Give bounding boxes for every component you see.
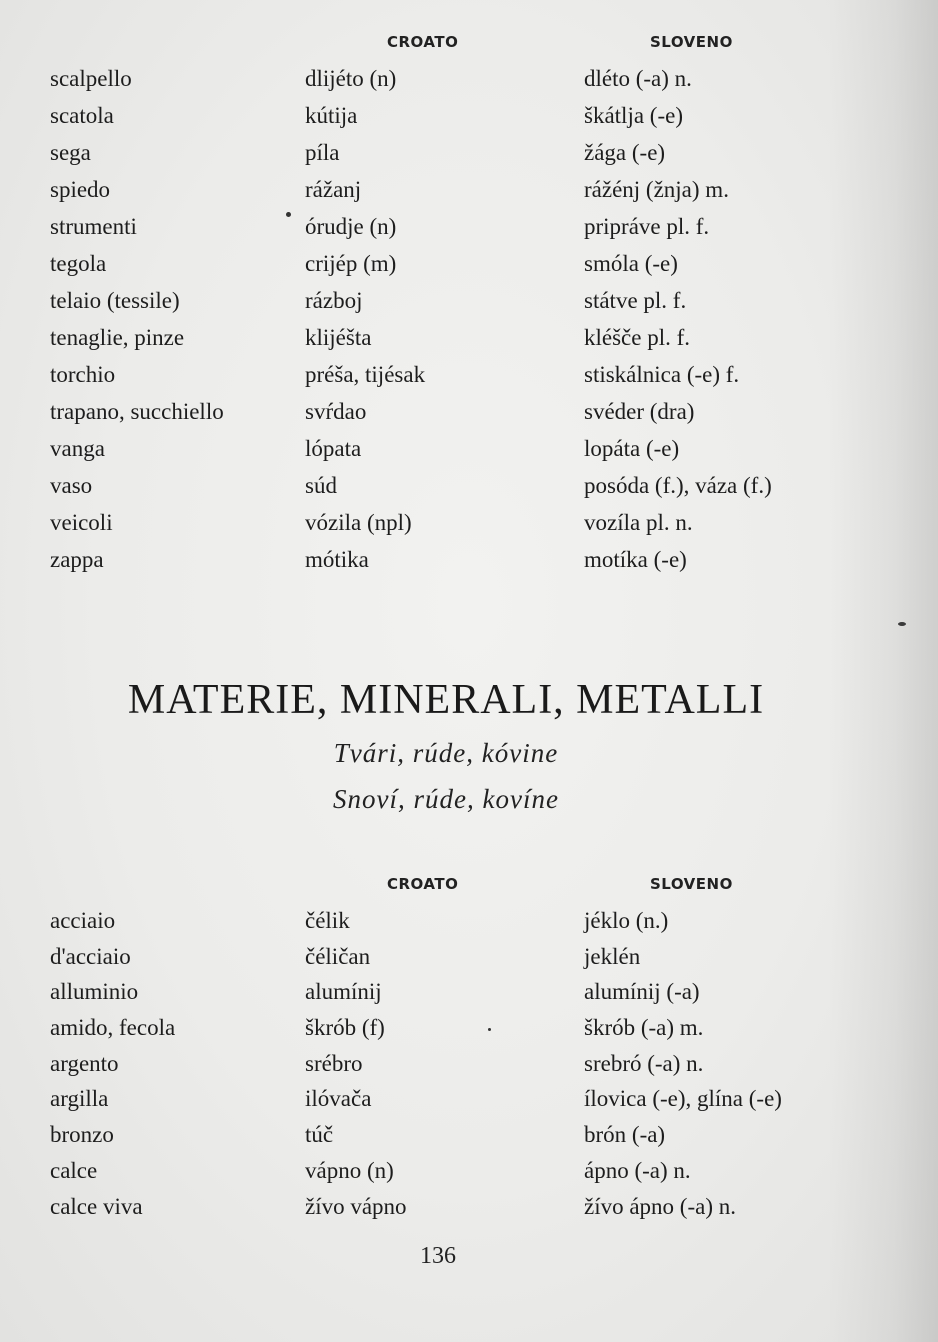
slovene-term: svéder (dra): [584, 399, 695, 424]
croatian-term: órudje (n): [305, 214, 397, 239]
slovene-term: škrób (-a) m.: [584, 1015, 704, 1041]
slovene-term: pripráve pl. f.: [584, 214, 710, 239]
croatian-term: klijéšta: [305, 325, 372, 350]
croatian-term: alumínij: [305, 979, 382, 1005]
croatian-term: ilóvača: [305, 1086, 372, 1112]
slovene-term: vozíla pl. n.: [584, 510, 693, 535]
italian-term: argilla: [50, 1086, 109, 1112]
slovene-term: srebró (-a) n.: [584, 1050, 704, 1076]
italian-term: torchio: [50, 362, 116, 387]
table-row: [0, 903, 938, 939]
italian-term: telaio (tessile): [50, 288, 180, 313]
italian-term: trapano, succhiello: [50, 399, 224, 424]
italian-term: acciaio: [50, 908, 116, 933]
italian-term: vanga: [50, 436, 105, 461]
table-row: [0, 1117, 938, 1153]
section-subtitle-croatian: Tvári, rúde, kóvine: [333, 738, 559, 768]
italian-term: alluminio: [50, 979, 139, 1005]
italian-term: sega: [50, 140, 91, 165]
slovene-term: dléto (-a) n.: [584, 66, 692, 91]
bottom-vocabulary-table: [0, 903, 938, 1224]
table-row: [0, 504, 938, 541]
table-row: [0, 356, 938, 393]
italian-term: veicoli: [50, 510, 113, 535]
italian-term: scalpello: [50, 66, 132, 91]
italian-term: amido, fecola: [50, 1015, 176, 1041]
slovene-term: škátlja (-e): [584, 103, 683, 128]
croatian-term: súd: [305, 473, 337, 498]
table-row: [0, 171, 938, 208]
croatian-term: mótika: [305, 547, 369, 572]
croatian-term: dlijéto (n): [305, 66, 397, 91]
croatian-term: píla: [305, 140, 340, 165]
croatian-term: svŕdao: [305, 399, 367, 424]
slovene-term: státve pl. f.: [584, 288, 687, 313]
table-row: [0, 319, 938, 356]
croatian-term: crijép (m): [305, 251, 397, 276]
croatian-term: vápno (n): [305, 1157, 394, 1183]
top-vocabulary-table: [0, 60, 938, 578]
croatian-term: préša, tijésak: [305, 362, 426, 387]
slovene-term: kléšče pl. f.: [584, 325, 691, 350]
table-row: [0, 208, 938, 245]
table-row: [0, 1153, 938, 1189]
italian-term: scatola: [50, 103, 114, 128]
slovene-term: jéklo (n.): [584, 908, 669, 933]
slovene-term: stiskálnica (-e) f.: [584, 362, 740, 387]
slovene-term: žága (-e): [584, 140, 666, 165]
italian-term: calce: [50, 1157, 98, 1183]
italian-term: bronzo: [50, 1122, 114, 1148]
table-row: [0, 97, 938, 134]
italian-term: d'acciaio: [50, 943, 131, 969]
slovene-term: motíka (-e): [584, 547, 687, 572]
table-row: [0, 393, 938, 430]
slovene-term: smóla (-e): [584, 251, 678, 276]
table-row: [0, 939, 938, 975]
table-row: [0, 541, 938, 578]
croatian-term: žívo vápno: [305, 1193, 407, 1219]
table-row: [0, 430, 938, 467]
header-croatian-bottom: CROATO: [387, 875, 459, 893]
table-row: [0, 60, 938, 97]
table-row: [0, 1046, 938, 1082]
scan-speck: [898, 622, 906, 626]
italian-term: zappa: [50, 547, 104, 572]
italian-term: tenaglie, pinze: [50, 325, 185, 350]
croatian-term: čéličan: [305, 943, 371, 969]
croatian-term: vózila (npl): [305, 510, 412, 535]
table-row: [0, 974, 938, 1010]
slovene-term: alumínij (-a): [584, 979, 700, 1005]
croatian-term: túč: [305, 1122, 334, 1148]
slovene-term: ápno (-a) n.: [584, 1157, 691, 1183]
italian-term: argento: [50, 1050, 119, 1076]
section-subtitle-slovene: Snoví, rúde, kovíne: [333, 784, 559, 814]
croatian-term: lópata: [305, 436, 362, 461]
table-row: [0, 245, 938, 282]
croatian-term: škrób (f): [305, 1015, 385, 1041]
croatian-term: srébro: [305, 1050, 363, 1076]
slovene-term: lopáta (-e): [584, 436, 680, 461]
slovene-term: jeklén: [584, 943, 641, 969]
header-croatian-top: CROATO: [387, 33, 459, 51]
header-slovene-top: SLOVENO: [650, 33, 733, 51]
croatian-term: rážanj: [305, 177, 362, 202]
croatian-term: kútija: [305, 103, 358, 128]
table-row: [0, 467, 938, 504]
italian-term: vaso: [50, 473, 93, 498]
slovene-term: brón (-a): [584, 1122, 666, 1148]
italian-term: calce viva: [50, 1193, 143, 1219]
slovene-term: rážénj (žnja) m.: [584, 177, 729, 202]
section-title: MATERIE, MINERALI, METALLI: [127, 677, 765, 723]
scan-speck: [286, 212, 291, 217]
italian-term: tegola: [50, 251, 107, 276]
header-slovene-bottom: SLOVENO: [650, 875, 733, 893]
croatian-term: rázboj: [305, 288, 363, 313]
croatian-term: čélik: [305, 908, 350, 933]
slovene-term: posóda (f.), váza (f.): [584, 473, 772, 498]
table-row: [0, 1081, 938, 1117]
table-row: [0, 1010, 938, 1046]
table-row: [0, 134, 938, 171]
scan-speck: [488, 1028, 491, 1031]
italian-term: spiedo: [50, 177, 111, 202]
italian-term: strumenti: [50, 214, 137, 239]
slovene-term: žívo ápno (-a) n.: [584, 1193, 736, 1219]
page-number: 136: [420, 1243, 456, 1269]
table-row: [0, 282, 938, 319]
slovene-term: ílovica (-e), glína (-e): [584, 1086, 782, 1112]
table-row: [0, 1189, 938, 1225]
